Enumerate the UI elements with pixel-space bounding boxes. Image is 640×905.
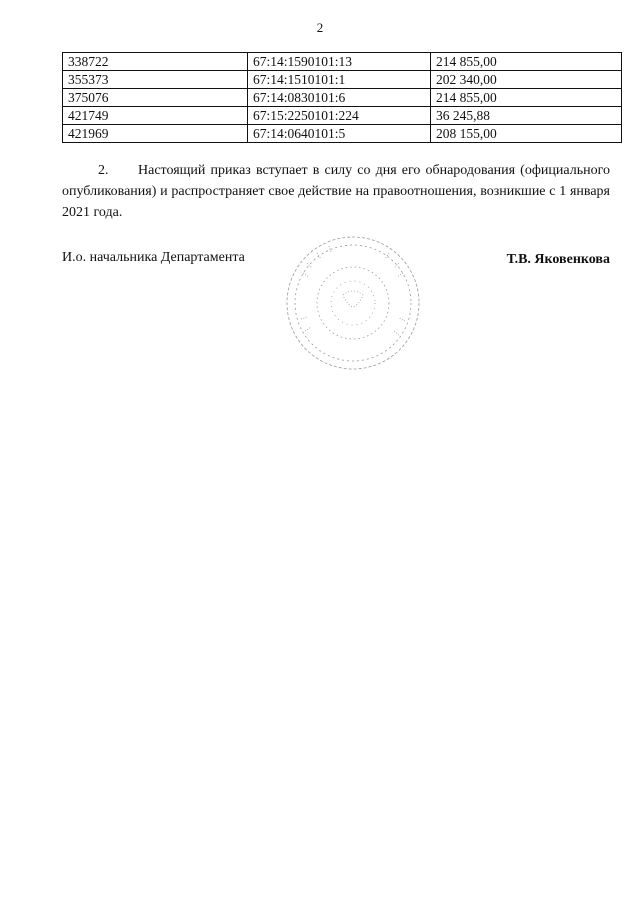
table-cell-cadastral-number: 67:14:1510101:1 — [248, 71, 431, 89]
table-cell-cadastral-number: 67:14:0640101:5 — [248, 125, 431, 143]
table-cell-value: 214 855,00 — [431, 53, 622, 71]
official-stamp-icon — [283, 233, 423, 373]
table-row — [63, 53, 622, 71]
table-cell-cadastral-number: 67:14:1590101:13 — [248, 53, 431, 71]
table-cell-value: 208 155,00 — [431, 125, 622, 143]
table-cell-cadastral-number: 67:15:2250101:224 — [248, 107, 431, 125]
table-row — [63, 107, 622, 125]
paragraph-number: 2. — [98, 163, 109, 178]
order-paragraph — [62, 160, 610, 223]
table-cell-value: 214 855,00 — [431, 89, 622, 107]
table-row — [63, 71, 622, 89]
cadastral-value-table — [62, 52, 622, 143]
paragraph-text: Настоящий приказ вступает в силу со дня его обнародования (официального опубликования) и распространяет свое действие на правоотношения, возникшие с 1 января 2021 года. — [62, 163, 610, 220]
page-number: 2 — [316, 20, 324, 35]
table-cell-id: 338722 — [63, 53, 248, 71]
table-cell-id: 421969 — [63, 125, 248, 143]
table-cell-value: 202 340,00 — [431, 71, 622, 89]
signatory-name: Т.В. Яковенкова — [506, 252, 610, 267]
table-cell-value: 36 245,88 — [431, 107, 622, 125]
table-cell-id: 375076 — [63, 89, 248, 107]
table-row — [63, 125, 622, 143]
table-cell-id: 355373 — [63, 71, 248, 89]
signatory-position: И.о. начальника Департамента — [62, 250, 245, 265]
table-cell-id: 421749 — [63, 107, 248, 125]
table-row — [63, 89, 622, 107]
table-cell-cadastral-number: 67:14:0830101:6 — [248, 89, 431, 107]
